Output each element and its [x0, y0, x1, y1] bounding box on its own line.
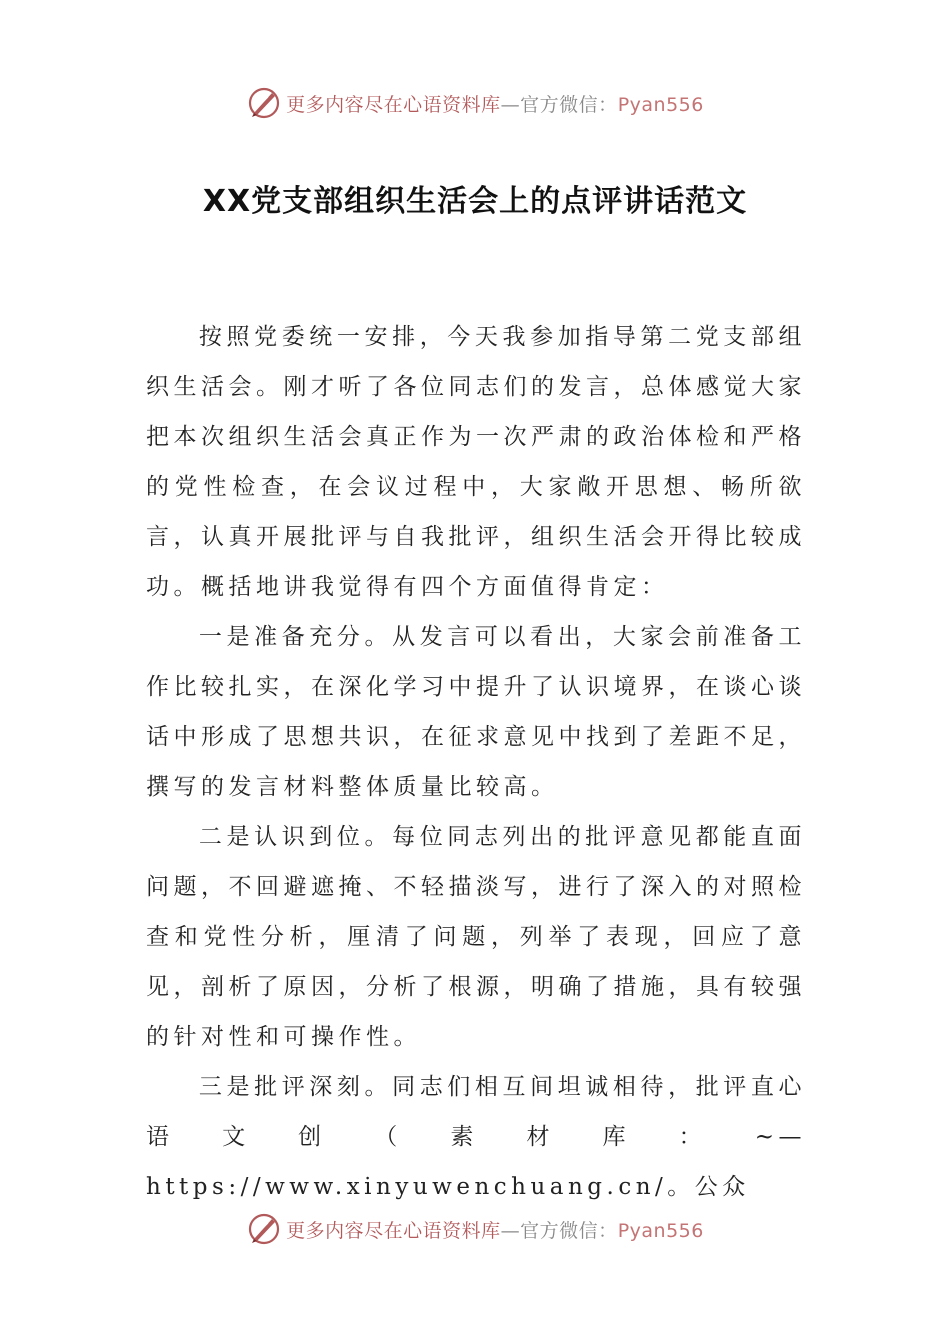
banner-wechat-label: 官方微信： [520, 1219, 618, 1242]
footer-banner [0, 1209, 950, 1249]
banner-wechat-id: Pyan556 [617, 1219, 704, 1242]
banner-dash: — [500, 93, 521, 116]
banner-promo-text: 更多内容尽在心语资料库 [286, 1219, 501, 1242]
header-banner [0, 83, 950, 123]
banner-wechat-label: 官方微信： [520, 93, 618, 116]
paragraph: 二是认识到位。每位同志列出的批评意见都能直面问题，不回避遮掩、不轻描淡写，进行了深入的对照检查和党性分析，厘清了问题，列举了表现，回应了意见，剖析了原因，分析了根源，明确了措施，具有较强的针对性和可操作性。 [146, 824, 806, 1050]
banner-text [286, 1216, 704, 1243]
document-body [146, 312, 806, 1212]
banner-dash: — [500, 1219, 521, 1242]
paragraph: 三是批评深刻。同志们相互间坦诚相待，批评直心语文创（素材库：~—https://www.xinyuwenchuang.cn/。公众 [146, 1074, 806, 1200]
document-title: XX党支部组织生活会上的点评讲话范文 [202, 184, 748, 219]
paragraph: 按照党委统一安排，今天我参加指导第二党支部组织生活会。刚才听了各位同志们的发言，总体感觉大家把本次组织生活会真正作为一次严肃的政治体检和严格的党性检查，在会议过程中，大家敞开思想、畅所欲言，认真开展批评与自我批评，组织生活会开得比较成功。概括地讲我觉得有四个方面值得肯定： [146, 324, 806, 600]
banner-promo-text: 更多内容尽在心语资料库 [286, 93, 501, 116]
banner-text [286, 90, 704, 117]
paragraph: 一是准备充分。从发言可以看出，大家会前准备工作比较扎实，在深化学习中提升了认识境界，在谈心谈话中形成了思想共识，在征求意见中找到了差距不足，撰写的发言材料整体质量比较高。 [146, 624, 806, 800]
quill-logo-icon [246, 1211, 282, 1247]
banner-wechat-id: Pyan556 [617, 93, 704, 116]
quill-logo-icon [246, 85, 282, 121]
